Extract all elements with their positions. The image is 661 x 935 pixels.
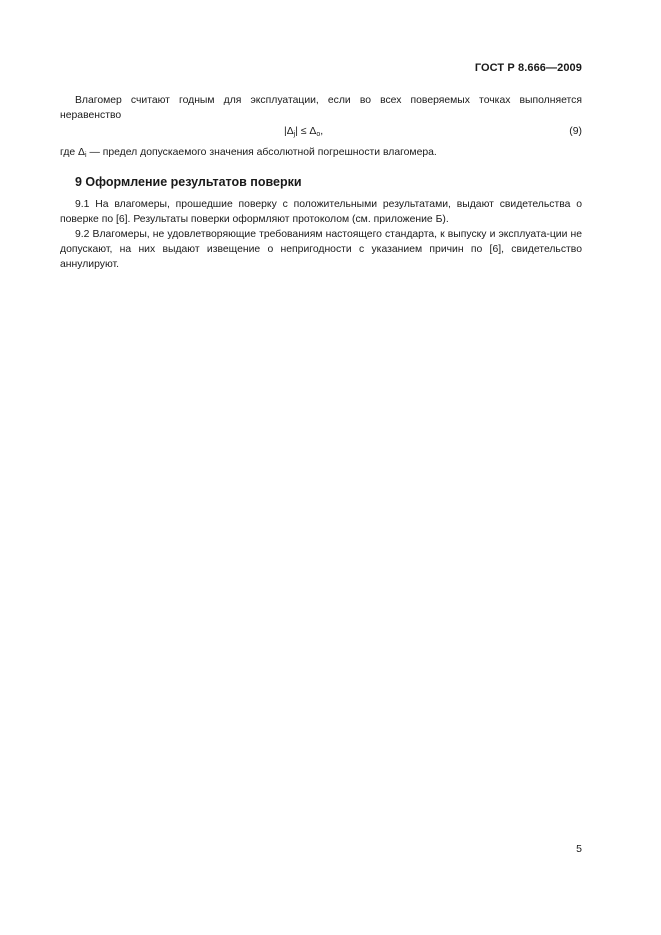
formula-row bbox=[60, 124, 582, 140]
inequality-formula: $|\Delta_j| \le \Delta_o$, bbox=[284, 126, 324, 138]
formula-number: (9) bbox=[569, 126, 582, 137]
document-code-header: ГОСТ Р 8.666—2009 bbox=[474, 62, 582, 74]
page-number: 5 bbox=[576, 843, 582, 855]
paragraph-9-1: 9.1 На влагомеры, прошедшие поверку с положительными результатами, выдают свидетельства о поверке по [6]. Результаты поверки оформляют протоколом (см. приложение Б). bbox=[60, 199, 582, 225]
paragraph-9-2: 9.2 Влагомеры, не удовлетворяющие требованиям настоящего стандарта, к выпуску и эксплуата-ции не допускают, на них выдают извещение о непригодности с указанием причин по [6], свидетельство аннулируют. bbox=[60, 229, 582, 270]
where-explanation: где $\Delta_i$ — предел допускаемого значения абсолютной погрешности влагомера. bbox=[60, 147, 437, 159]
section-title: 9 Оформление результатов поверки bbox=[75, 175, 302, 189]
intro-paragraph: Влагомер считают годным для эксплуатации, если во всех поверяемых точках выполняется неравенство bbox=[60, 95, 582, 121]
